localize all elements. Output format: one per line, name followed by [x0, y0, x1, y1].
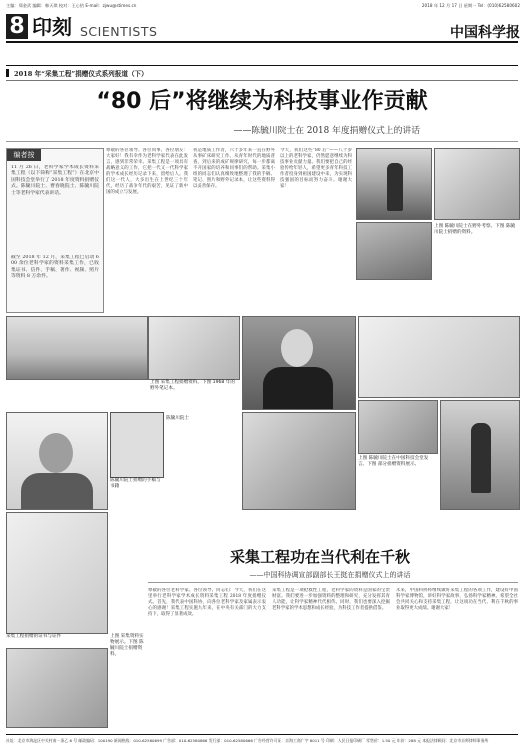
article2-subtitle: ——中国科协调宣部副部长王挺在捐赠仪式上的讲话 [249, 571, 411, 579]
certificates-photo [6, 512, 108, 634]
editor-note-box [6, 148, 104, 313]
headline-rule [6, 141, 518, 142]
footer-rule [6, 734, 518, 735]
article1-body-col1: 尊敬的各位领导、各位同事、各位朋友：大家好！我有幸作为老科学家代表在此发言，感到非常荣幸。采集工程是一项具有战略意义的工作，它把一代又一代科学家的学术成长经历记录下来，留给后人。我们这一代人，大多出生在上世纪三十年代，经历了战争年代的艰苦，见证了新中国的成立与发展。 [106, 148, 188, 195]
portrait-head [281, 329, 313, 367]
materials-photo [6, 648, 108, 728]
page-number: 8 [9, 14, 25, 39]
article2-rule [148, 582, 518, 583]
book-cover-photo [110, 412, 164, 478]
bottom-left-caption-top: 采集工程捐赠的证书与证件 [6, 634, 62, 639]
article2-body-col3: 未来，中国科协将继续做好采集工程的各项工作，建设好中国科学家博物馆，讲好科学家故事，弘扬科学家精神。希望全社会共同关心和支持采集工程，让这项功在当代、利在千秋的事业取得更大成绩。谢谢大家！ [396, 588, 518, 611]
footer-text: 社址：北京市海淀区中关村南一条乙 6 号 邮政编码：100190 新闻热线：010-62580699 广告部：010-62580866 发行部：010-62580666 广告经营许可证：京海工商广字 8011 号 印刷：人民日报印刷厂 零售价：1.50 元 年价：288 元 本报法律顾问：北京市京师律师事务所 [6, 738, 489, 743]
book-caption: 陈毓川院士捐赠的手稿与书籍 [110, 478, 161, 489]
series-title: 2018 年“采集工程”捐赠仪式系列报道（下） [14, 70, 148, 78]
scientist-figure [387, 163, 403, 211]
photo-left-caption: 上图 采集工程捐赠资料。下图 1968 年的野外笔记本。 [150, 380, 235, 391]
article1-title: “80 后”将继续为科技事业作贡献 [96, 89, 428, 114]
editor-note-text-2: 截至 2018 年 12 月，采集工程已启动 600 余位老科学家的资料采集工作，已收集证书、信件、手稿、著作、视频、照片等资料 8 万余件。 [11, 255, 99, 280]
article1-body-col3: 今天，我们这些“80 后”——八十岁以上的老科学家，仍然愿意继续为科技事业贡献力量。我们要把自己的经验传给年轻人，希望更多青年科技工作者投身到祖国建设中来，为实现科技强国的目标而努力奋斗。谢谢大家！ [280, 148, 352, 189]
page-number-box [6, 14, 28, 39]
donation-items-photo [6, 316, 148, 380]
ore-samples-photo [242, 412, 356, 510]
header-meta-left: 主编：郑金武 编辑：韩天琪 校对：王心怡 E-mail：zjwu@stimes.cn [6, 3, 137, 8]
documents-photo [434, 148, 520, 220]
portrait-body [263, 367, 333, 409]
paper-logo: 中国科学报 [450, 25, 520, 41]
portrait-left-caption: 陈毓川院士 [166, 416, 189, 421]
field-photo-second [356, 222, 432, 280]
article2-body-col1: 尊敬的各位老科学家、各位领导、同志们：今天，我们在这里举行老科学家学术成长资料采集工程 2018 年度捐赠仪式。首先，我代表中国科协，向各位老科学家及家属表示衷心的感谢！采集工程实施九年来，在中央有关部门的大力支持下，取得了显著成效。 [148, 588, 266, 617]
series-marker [6, 69, 9, 77]
section-title-en: SCIENTISTS [80, 24, 158, 39]
field-photo-top [356, 148, 432, 220]
bottom-left-caption-bottom: 上图 采集资料实物展示。下图 陈毓川院士捐赠资料。 [110, 634, 144, 657]
article2-body-col2: 采集工程是一项抢救性工程，老科学家的资料是国家的宝贵财富。我们要进一步加强资料的整理和研究，充分发挥其育人功能，让科学家精神代代相传。同时，我们也要深入挖掘老科学家的学术思想和成长经验，为科技工作者提供借鉴。 [272, 588, 390, 611]
records-photo [358, 400, 438, 454]
mid-right-caption: 上图 陈毓川院士在中国科技会堂发言。下图 部分捐赠资料展示。 [358, 456, 429, 467]
editor-note-tag: 编者按 [7, 149, 41, 161]
article2-title: 采集工程功在当代利在千秋 [229, 548, 410, 566]
article1-subtitle: ——陈毓川院士在 2018 年度捐赠仪式上的讲话 [233, 126, 420, 136]
standing-figure [471, 423, 491, 493]
masthead-rule [6, 41, 518, 43]
series-banner [6, 65, 518, 81]
scientist-standing-photo [440, 400, 520, 510]
scientist-portrait-center [242, 316, 356, 410]
scientist-portrait-left [6, 412, 108, 510]
field-notebook-photo [148, 316, 240, 380]
portrait-left-body [21, 473, 93, 509]
portrait-left-head [39, 433, 73, 473]
article1-body-col2: 我是地质工作者，六十多年来一直在野外从事矿床研究工作。从青年时代的地质普查，到后来的成矿规律研究，每一步都离不开国家的培养和同事们的帮助。采集小组的同志们认真细致地整理了我的手稿、笔记、照片和野外记录本，让这些资料得以妥善保存。 [193, 148, 275, 189]
manuscripts-photo [358, 316, 520, 398]
top-right-caption: 上图 陈毓川院士在野外考察。下图 陈毓川院士捐赠的资料。 [434, 224, 516, 235]
header-meta-right: 2018 年 12 月 17 日 星期一 Tel：(010)62580602 [421, 3, 520, 8]
editor-note-text-1: 11 月 26 日，老科学家学术成长资料采集工程（以下简称“采集工程”）在北京中国科技会堂举行了 2018 年度资料捐赠仪式。陈毓川院士、曹春晓院士、陈毓川院士等老科学家代表讲话。 [11, 165, 99, 196]
section-title: 印刻 [32, 15, 72, 39]
